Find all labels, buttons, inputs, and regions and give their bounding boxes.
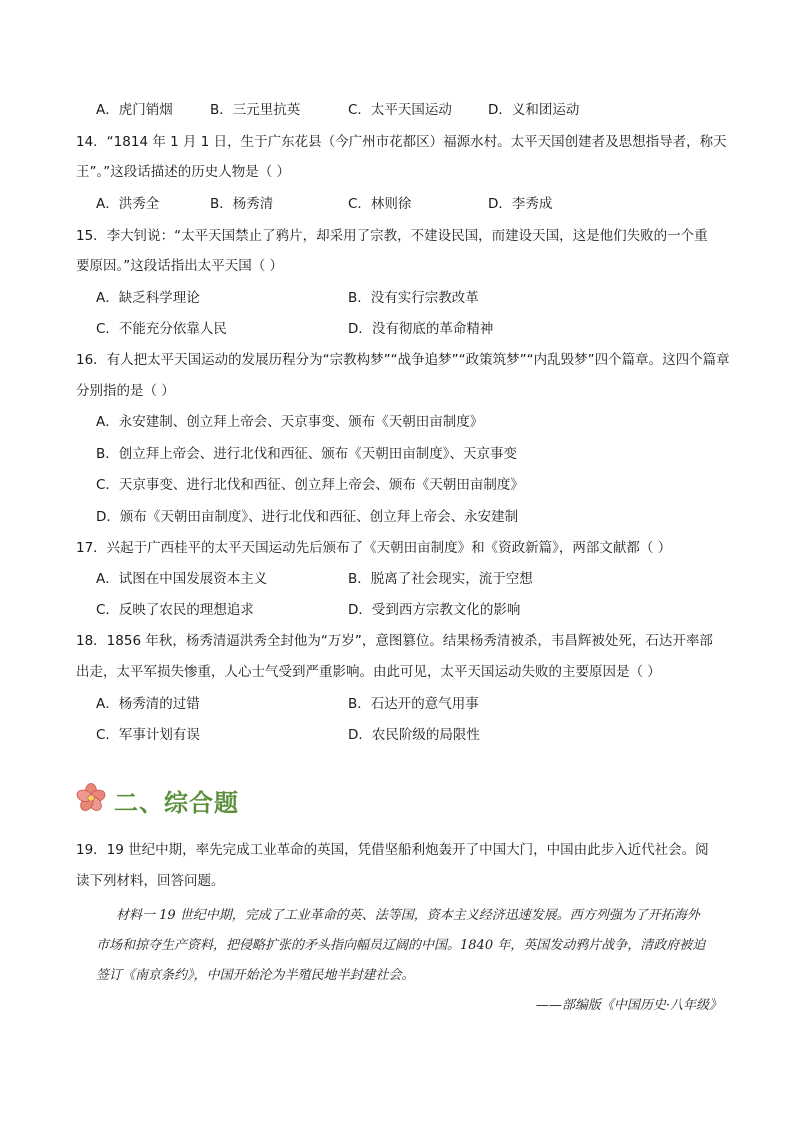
q16-stem-line2: 分别指的是（ ） [76, 383, 175, 399]
q19-stem-line1: 19．19 世纪中期，率先完成工业革命的英国，凭借坚船利炮轰开了中国大门，中国由此步入近代社会。阅 [76, 842, 709, 858]
q14-stem-line1: 14．“1814 年 1 月 1 日，生于广东花县（今广州市花都区）福源水村。太平天国创建者及思想指导者，称天 [76, 134, 727, 150]
q13-option-d: D．义和团运动 [488, 102, 580, 118]
material-line3: 签订《南京条约》，中国开始沦为半殖民地半封建社会。 [96, 968, 415, 983]
q17-option-c: C．反映了农民的理想追求 [96, 602, 254, 618]
q14-option-a: A．洪秀全 [96, 196, 160, 212]
q16-option-a: A．永安建制、创立拜上帝会、天京事变、颁布《天朝田亩制度》 [96, 414, 484, 430]
flower-icon [76, 783, 106, 817]
q14-stem-line2: 王”。”这段话描述的历史人物是（ ） [76, 164, 291, 180]
q15-stem-line2: 要原因。”这段话指出太平天国（ ） [76, 258, 284, 274]
material-line2: 市场和掠夺生产资料，把侵略扩张的矛头指向幅员辽阔的中国。1840 年，英国发动鸦片战争，清政府被迫 [96, 938, 706, 953]
q17-option-d: D．受到西方宗教文化的影响 [348, 602, 521, 618]
q16-option-b: B．创立拜上帝会、进行北伐和西征、颁布《天朝田亩制度》、天京事变 [96, 446, 518, 462]
q16-stem-line1: 16．有人把太平天国运动的发展历程分为“宗教构梦”“战争追梦”“政策筑梦”“内乱毁梦”四个篇章。这四个篇章 [76, 352, 730, 368]
q17-option-b: B．脱离了社会现实，流于空想 [348, 571, 533, 587]
q18-stem-line2: 出走，太平军损失惨重，人心士气受到严重影响。由此可见，太平天国运动失败的主要原因是（ ） [76, 664, 661, 680]
q18-stem-line1: 18．1856 年秋，杨秀清逼洪秀全封他为“万岁”，意图篡位。结果杨秀清被杀，韦昌辉被处死，石达开率部 [76, 633, 713, 649]
q15-stem-line1: 15．李大钊说：“太平天国禁止了鸦片，却采用了宗教，不建设民国，而建设天国，这是他们失败的一个重 [76, 228, 708, 244]
q15-option-d: D．没有彻底的革命精神 [348, 321, 494, 337]
section-title: 二、综合题 [114, 788, 239, 817]
q19-stem-line2: 读下列材料，回答问题。 [76, 873, 225, 889]
q16-option-d: D．颁布《天朝田亩制度》、进行北伐和西征、创立拜上帝会、永安建制 [96, 509, 519, 525]
q16-option-c: C．天京事变、进行北伐和西征、创立拜上帝会、颁布《天朝田亩制度》 [96, 477, 524, 493]
q13-option-b: B．三元里抗英 [210, 102, 301, 118]
material-line1: 材料一 19 世纪中期，完成了工业革命的英、法等国，资本主义经济迅速发展。西方列强为了开拓海外 [116, 908, 700, 923]
q13-option-c: C．太平天国运动 [348, 102, 452, 118]
q18-option-b: B．石达开的意气用事 [348, 696, 479, 712]
q15-option-a: A．缺乏科学理论 [96, 290, 200, 306]
q14-option-c: C．林则徐 [348, 196, 412, 212]
q15-option-c: C．不能充分依靠人民 [96, 321, 227, 337]
q13-option-a: A．虎门销烟 [96, 102, 173, 118]
q18-option-a: A．杨秀清的过错 [96, 696, 200, 712]
q14-option-b: B．杨秀清 [210, 196, 274, 212]
q18-option-d: D．农民阶级的局限性 [348, 727, 480, 743]
material-source: ——部编版《中国历史·八年级》 [535, 998, 722, 1013]
q17-option-a: A．试图在中国发展资本主义 [96, 571, 268, 587]
q17-stem-line1: 17．兴起于广西桂平的太平天国运动先后颁布了《天朝田亩制度》和《资政新篇》，两部文献都（ ） [76, 540, 672, 556]
q14-option-d: D．李秀成 [488, 196, 553, 212]
q18-option-c: C．军事计划有误 [96, 727, 200, 743]
section-heading [76, 782, 239, 818]
q15-option-b: B．没有实行宗教改革 [348, 290, 479, 306]
